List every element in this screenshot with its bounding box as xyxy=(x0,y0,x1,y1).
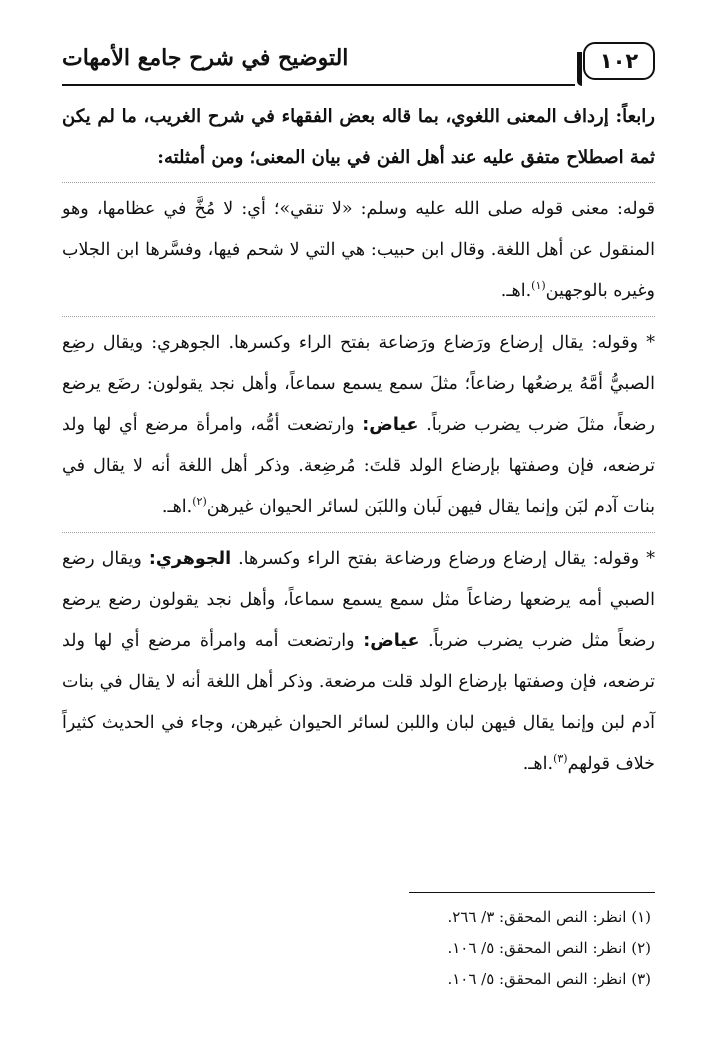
paragraph-2-end: .اهـ. xyxy=(161,497,193,517)
paragraph-1-text: قوله: معنى قوله صلى الله عليه وسلم: «لا تنقي»؛ أي: لا مُخَّ في عظامها، وهو المنقول عن أهل اللغة. وقال ابن حبيب: هي التي لا شحم فيها، وفسَّرها ابن الجلاب وغيره بالوجهين xyxy=(62,199,655,301)
footnote-3: (٣) انظر: النص المحقق: ٥/ ١٠٦. xyxy=(447,970,651,988)
footnote-1: (١) انظر: النص المحقق: ٣/ ٢٦٦. xyxy=(447,908,651,926)
paragraph-3-text-a: * وقوله: يقال إرضاع ورضاع ورضاعة بفتح الراء وكسرها. xyxy=(238,549,655,569)
paragraph-1 xyxy=(62,189,655,312)
paragraph-3-bold-2: عياض: xyxy=(363,631,420,651)
paragraph-separator xyxy=(62,532,655,533)
footnote-ref-1: (١) xyxy=(531,279,546,293)
page-header xyxy=(62,42,655,86)
page-number: ١٠٢ xyxy=(583,42,655,80)
footnote-ref-2: (٢) xyxy=(192,495,207,509)
paragraph-3-text-b: ويقال رضع الصبي أمه يرضعها رضاعاً مثل سمع يسمع سماعاً، وأهل نجد يقولون رضع يرضع رضعاً مثل ضرب يضرب ضرباً. xyxy=(62,549,655,651)
paragraph-2-bold: عياض: xyxy=(362,415,419,435)
paragraph-separator xyxy=(62,182,655,183)
paragraph-2-text-a: * وقوله: يقال إرضاع ورَضاع ورَضاعة بفتح الراء وكسرها. الجوهري: ويقال رضِع الصبيُّ أمَّهُ يرضعُها رضاعاً؛ مثلَ سمع يسمع سماعاً، وأهل نجد يقولون: رضَع يرضع رضعاً، مثلَ ضرب يضرب ضرباً. xyxy=(62,333,655,435)
paragraph-2-text-b: وارتضعت أمُّه، وامرأة مرضع أي لها ولد ترضعه، فإن وصفتها بإرضاع الولد قلتَ: مُرضِعة. وذكر أهل اللغة أنه لا يقال في بنات آدم لبَن وإنما يقال فيهن لَبان واللبَن لسائر الحيوان غيرهن xyxy=(62,415,655,517)
footnote-rule xyxy=(409,892,655,893)
page-body xyxy=(62,96,655,785)
book-title: التوضيح في شرح جامع الأمهات xyxy=(62,45,349,71)
paragraph-3-end: .اهـ. xyxy=(522,754,554,774)
footnotes xyxy=(62,902,651,995)
paragraph-separator xyxy=(62,316,655,317)
footnote-2: (٢) انظر: النص المحقق: ٥/ ١٠٦. xyxy=(447,939,651,957)
paragraph-3-text-c: وارتضعت أمه وامرأة مرضع أي لها ولد ترضعه، فإن وصفتها بإرضاع الولد قلت مرضعة. وذكر أهل اللغة أنه لا يقال في بنات آدم لبن وإنما يقال فيهن لبان واللبن لسائر الحيوان غيرهن، وجاء في الحديث كثيراً خلاف قولهم xyxy=(62,631,655,774)
footnote-ref-3: (٣) xyxy=(553,752,568,766)
intro-paragraph: رابعاً: إرداف المعنى اللغوي، بما قاله بعض الفقهاء في شرح الغريب، ما لم يكن ثمة اصطلاح متفق عليه عند أهل الفن في بيان المعنى؛ ومن أمثلته: xyxy=(62,106,655,168)
header-rule xyxy=(62,84,575,86)
paragraph-3-bold-1: الجوهري: xyxy=(148,549,232,569)
paragraph-3 xyxy=(62,539,655,785)
paragraph-1-end: .اهـ. xyxy=(500,281,532,301)
paragraph-2 xyxy=(62,323,655,528)
